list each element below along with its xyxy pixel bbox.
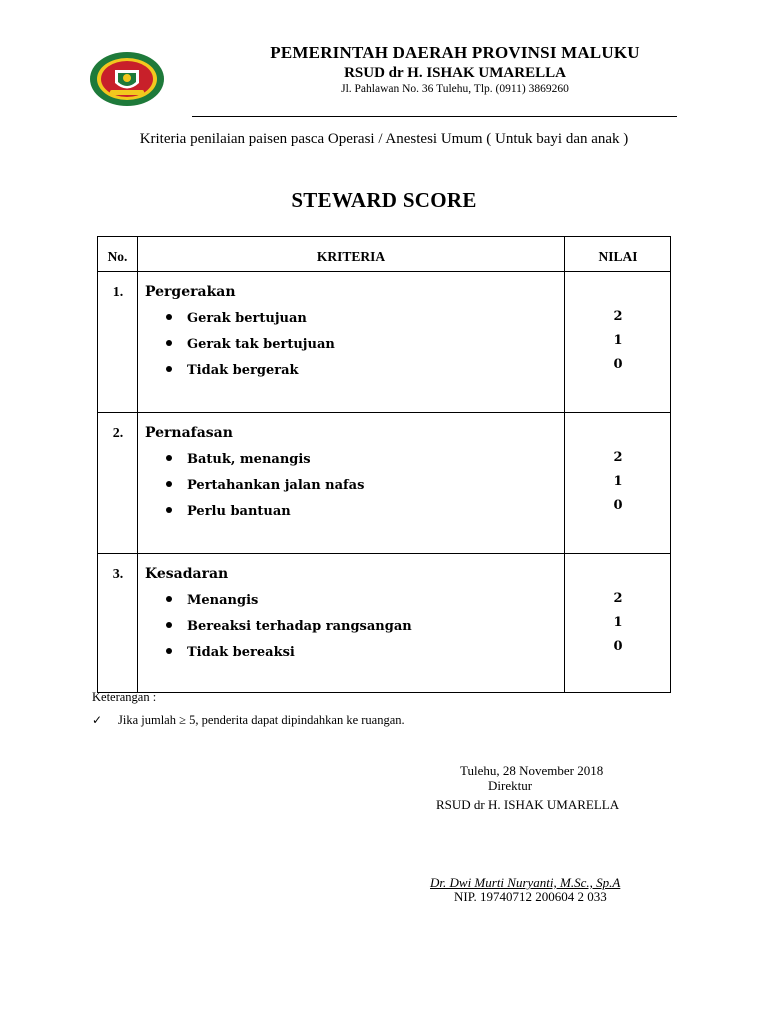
bullet-icon [166, 622, 172, 628]
criteria-item: Perlu bantuan [166, 504, 291, 519]
score-value: 0 [613, 357, 623, 372]
document-title: STEWARD SCORE [291, 188, 477, 212]
header-no: No. [107, 249, 128, 264]
score-value: 0 [613, 639, 623, 654]
score-value: 2 [613, 309, 623, 324]
score-value: 0 [613, 498, 623, 513]
criteria-item: Tidak bergerak [166, 363, 299, 378]
criteria-category: Pergerakan [145, 284, 236, 300]
row-number: 1. [112, 285, 124, 300]
header-nilai: NILAI [598, 249, 638, 264]
criteria-category: Kesadaran [145, 566, 229, 582]
score-value: 1 [613, 474, 623, 489]
criteria-item: Bereaksi terhadap rangsangan [166, 619, 412, 634]
score-value: 2 [613, 591, 623, 606]
row-number: 2. [112, 426, 124, 441]
header-divider [192, 116, 677, 117]
bullet-icon [166, 366, 172, 372]
bullet-icon [166, 596, 172, 602]
header-government-name: PEMERINTAH DAERAH PROVINSI MALUKU [270, 43, 640, 62]
criteria-item: Menangis [166, 593, 258, 608]
header-address: Jl. Pahlawan No. 36 Tulehu, Tlp. (0911) 3869260 [341, 83, 569, 95]
signatory-name: Dr. Dwi Murti Nuryanti, M.Sc., Sp.A [430, 875, 621, 890]
notes-label: Keterangan : [92, 690, 157, 704]
criteria-category: Pernafasan [145, 425, 233, 441]
note-item: ✓ Jika jumlah ≥ 5, penderita dapat dipindahkan ke ruangan. [92, 713, 405, 727]
signature-institution: RSUD dr H. ISHAK UMARELLA [436, 797, 620, 812]
document-subtitle: Kriteria penilaian paisen pasca Operasi / Anestesi Umum ( Untuk bayi dan anak ) [139, 131, 629, 147]
row-number: 3. [112, 567, 124, 582]
score-value: 1 [613, 615, 623, 630]
row-divider [98, 412, 670, 413]
criteria-item: Gerak bertujuan [166, 311, 307, 326]
bullet-icon [166, 648, 172, 654]
bullet-icon [166, 340, 172, 346]
criteria-item: Pertahankan jalan nafas [166, 478, 364, 493]
score-value: 2 [613, 450, 623, 465]
header-kriteria: KRITERIA [316, 249, 386, 264]
criteria-item: Tidak bereaksi [166, 645, 295, 660]
checkmark-icon: ✓ [92, 713, 103, 727]
signatory-nip: NIP. 19740712 200604 2 033 [454, 889, 607, 904]
criteria-item: Batuk, menangis [166, 452, 311, 467]
header-hospital-name: RSUD dr H. ISHAK UMARELLA [344, 65, 566, 81]
score-value: 1 [613, 333, 623, 348]
bullet-icon [166, 481, 172, 487]
signature-position: Direktur [488, 778, 533, 793]
bullet-icon [166, 314, 172, 320]
bullet-icon [166, 455, 172, 461]
criteria-item: Gerak tak bertujuan [166, 337, 335, 352]
column-divider [137, 237, 138, 692]
province-emblem-logo [88, 50, 166, 108]
signature-place-date: Tulehu, 28 November 2018 [460, 763, 604, 778]
row-divider [98, 553, 670, 554]
steward-score-table [97, 236, 671, 693]
bullet-icon [166, 507, 172, 513]
